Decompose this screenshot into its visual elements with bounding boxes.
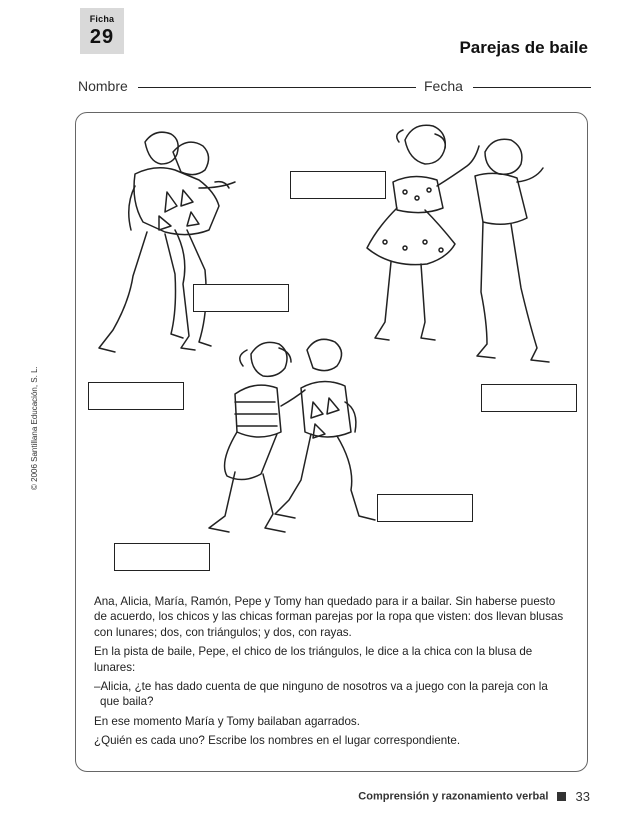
story-paragraph: –Alicia, ¿te has dado cuenta de que ninguno de nosotros va a juego con la pareja con la que baila?	[94, 680, 548, 709]
couple-top-left	[99, 132, 235, 352]
worksheet-tab	[80, 8, 124, 54]
date-label: Fecha	[424, 78, 463, 94]
couple-middle	[209, 339, 375, 532]
name-label-box-3[interactable]	[88, 382, 184, 410]
tab-label: Ficha	[89, 14, 115, 24]
story-paragraph: Ana, Alicia, María, Ramón, Pepe y Tomy han quedado para ir a bailar. Sin haberse puesto de acuerdo, los chicos y las chicas forman parejas por la ropa que visten: dos llevan blusas con lunares; dos, con triángulos; y dos, con rayas.	[94, 595, 564, 639]
name-label-box-5[interactable]	[377, 494, 473, 522]
page-number: 33	[575, 789, 590, 804]
name-field	[78, 78, 416, 94]
story-question: ¿Quién es cada uno? Escribe los nombres en el lugar correspondiente.	[94, 734, 461, 748]
square-bullet-icon	[557, 792, 566, 801]
page-title: Parejas de baile	[459, 38, 588, 57]
name-label-box-2[interactable]	[193, 284, 289, 312]
tab-number: 29	[89, 26, 115, 48]
name-line[interactable]	[138, 86, 416, 88]
name-label: Nombre	[78, 78, 128, 94]
copyright-notice: © 2006 Santillana Educación, S. L.	[30, 366, 39, 490]
story-text	[94, 594, 564, 753]
page-footer	[358, 789, 590, 804]
date-line[interactable]	[473, 86, 591, 88]
footer-section: Comprensión y razonamiento verbal	[358, 790, 549, 803]
name-label-box-4[interactable]	[481, 384, 577, 412]
story-paragraph: En la pista de baile, Pepe, el chico de los triángulos, le dice a la chica con la blusa de lunares:	[94, 645, 533, 674]
couple-top-right	[367, 125, 549, 362]
name-label-box-1[interactable]	[290, 171, 386, 199]
date-field	[424, 78, 591, 94]
name-label-box-6[interactable]	[114, 543, 210, 571]
story-paragraph: En ese momento María y Tomy bailaban agarrados.	[94, 714, 360, 728]
